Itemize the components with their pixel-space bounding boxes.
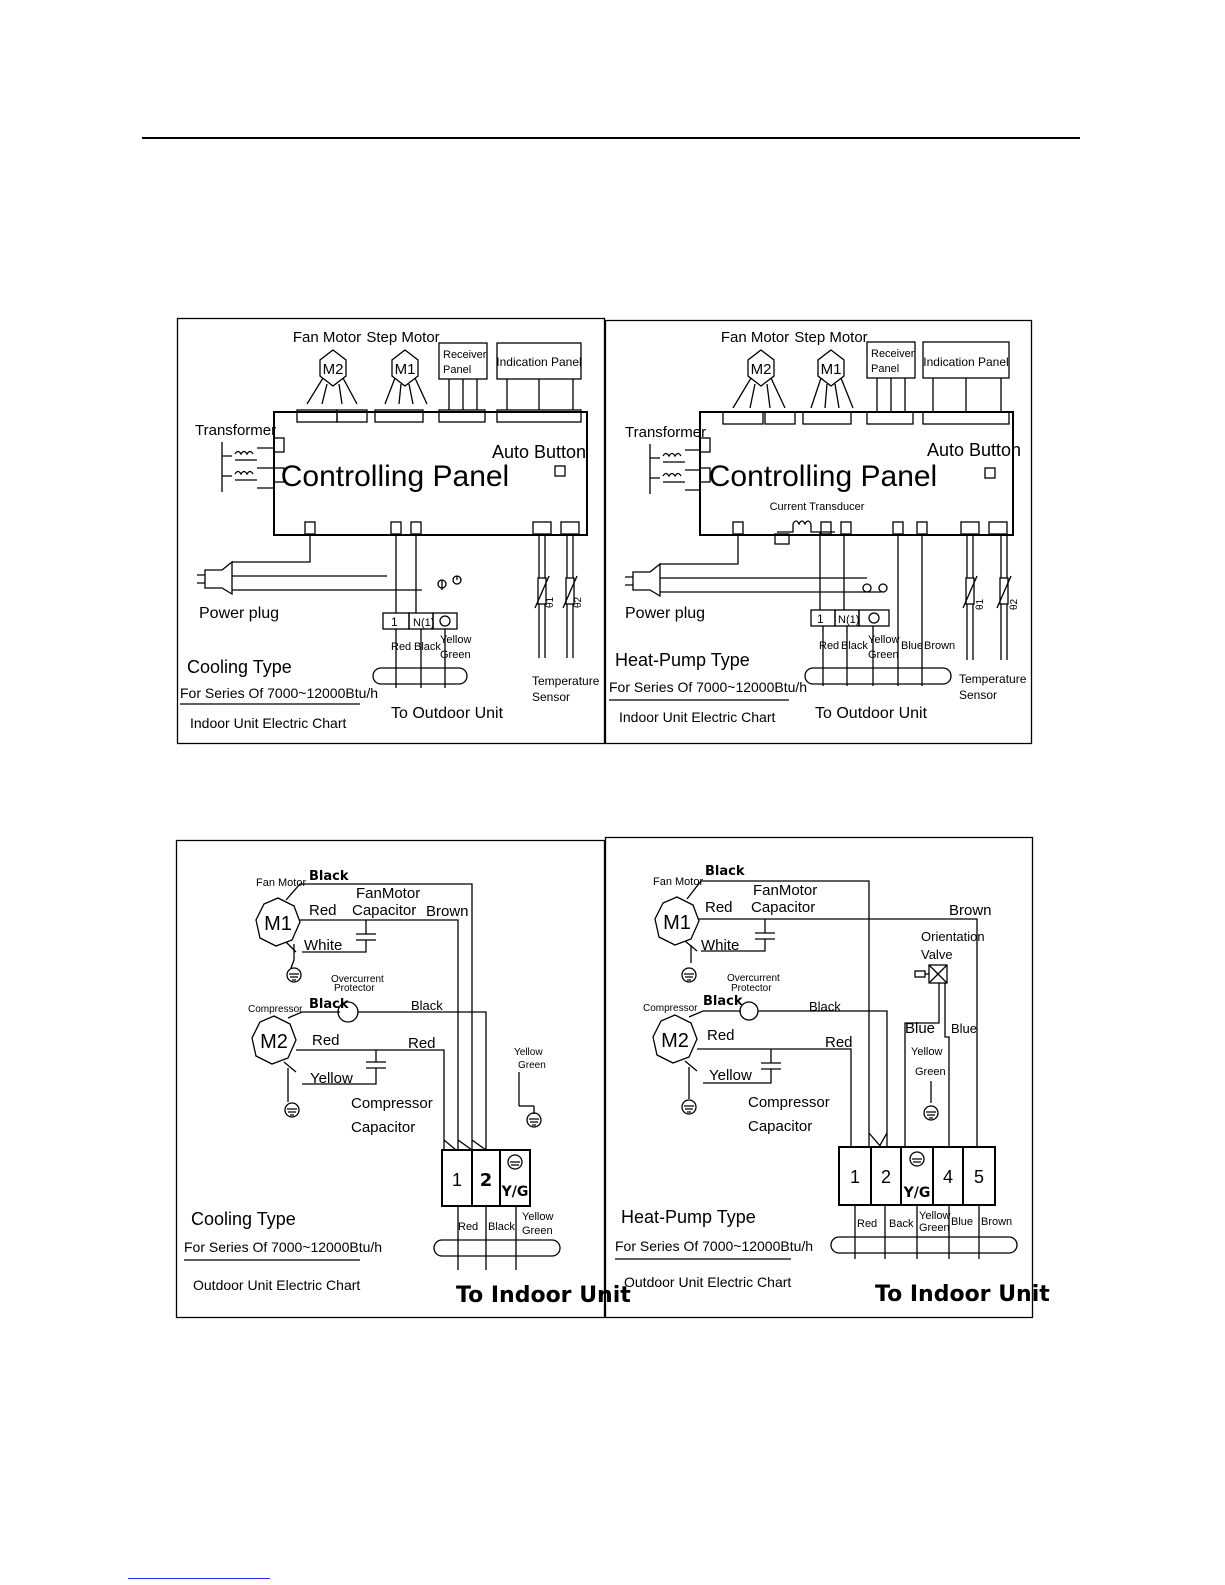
m2-label: M2 (260, 1031, 288, 1053)
auto-button-label: Auto Button (927, 440, 1022, 460)
compressor-label: Compressor (248, 1004, 303, 1015)
fanmotor-cap-line1: FanMotor (753, 882, 818, 899)
bottom-wire-green: Green (919, 1222, 950, 1234)
wire-yellow: Yellow (868, 634, 900, 646)
bottom-wire-brown: Brown (981, 1216, 1013, 1228)
m1-label: M1 (820, 361, 842, 378)
red-label-1: Red (705, 899, 733, 916)
wire-green: Green (868, 649, 899, 661)
header-rule (142, 137, 1080, 139)
transformer-label: Transformer (625, 424, 707, 441)
wire-black: Black (414, 641, 441, 653)
step-motor-label: Step Motor (366, 329, 440, 346)
yellow-green-line2: Green (915, 1066, 946, 1078)
temp-sensor-line2: Sensor (532, 690, 571, 704)
orientation-line1: Orientation (921, 929, 985, 944)
chart-label: Outdoor Unit Electric Chart (193, 1277, 361, 1293)
terminal-4: 4 (942, 1167, 954, 1187)
blue-label-1: Blue (905, 1020, 936, 1037)
indication-panel-label: Indication Panel (923, 355, 1009, 369)
terminal-2: 2 (479, 1170, 493, 1191)
black-label-1: Black (705, 864, 745, 879)
indoor-cooling-diagram (177, 318, 605, 744)
chart-label: Indoor Unit Electric Chart (619, 709, 776, 725)
type-label: Cooling Type (191, 1209, 296, 1229)
black-label-2: Black (309, 997, 349, 1012)
bottom-wire-back: Back (889, 1218, 914, 1230)
terminal-yg: Y/G (903, 1185, 931, 1201)
yellow-label: Yellow (709, 1067, 752, 1084)
to-indoor-unit: To Indoor Unit (875, 1282, 1050, 1307)
temp-sensor-line1: Temperature (532, 674, 600, 688)
auto-button-label: Auto Button (492, 442, 587, 462)
receiver-panel-line1: Receiver (871, 348, 915, 360)
bottom-wire-green: Green (522, 1225, 553, 1237)
wire-red: Red (391, 641, 412, 653)
outdoor-cooling-diagram (176, 840, 631, 1318)
red-label-2: Red (707, 1027, 735, 1044)
wire-green: Green (440, 649, 471, 661)
to-outdoor-unit: To Outdoor Unit (815, 705, 928, 722)
m2-label: M2 (661, 1030, 689, 1052)
temp-sensor-line2: Sensor (959, 688, 998, 702)
wire-black: Black (841, 640, 868, 652)
terminal-5: 5 (973, 1167, 985, 1187)
fanmotor-cap-line1: FanMotor (356, 885, 421, 902)
compressor-label: Compressor (643, 1003, 698, 1014)
to-indoor-unit: To Indoor Unit (456, 1283, 631, 1308)
sensor-1: θ1 (545, 596, 556, 608)
bottom-wire-red: Red (458, 1221, 479, 1233)
terminal-2: 2 (880, 1167, 892, 1187)
wire-blue: Blue (901, 640, 924, 652)
fan-motor-label: Fan Motor (720, 329, 790, 346)
to-outdoor-unit: To Outdoor Unit (391, 705, 504, 722)
transformer-label: Transformer (195, 422, 277, 439)
indication-panel-label: Indication Panel (496, 355, 582, 369)
black-label-2: Black (703, 994, 743, 1009)
black-label-1: Black (309, 869, 349, 884)
step-motor-label: Step Motor (794, 329, 868, 346)
fanmotor-cap-line2: Capacitor (352, 902, 417, 919)
m1-label: M1 (264, 913, 292, 935)
m2-label: M2 (322, 361, 344, 378)
sensor-1: θ1 (975, 598, 986, 610)
wire-red: Red (819, 640, 840, 652)
bottom-wire-blue: Blue (951, 1216, 974, 1228)
footer-link-underline (128, 1578, 270, 1579)
comp-cap-line1: Compressor (748, 1094, 830, 1111)
terminal-n: N(1) (413, 617, 435, 629)
chart-label: Indoor Unit Electric Chart (190, 715, 347, 731)
sensor-2: θ2 (1009, 598, 1020, 610)
orientation-line2: Valve (921, 947, 953, 962)
type-label: Heat-Pump Type (615, 650, 750, 670)
receiver-panel-line2: Panel (443, 364, 472, 376)
terminal-yg: Y/G (501, 1184, 529, 1200)
type-label: Heat-Pump Type (621, 1207, 756, 1227)
red-label-1: Red (309, 902, 337, 919)
series-label: For Series Of 7000~12000Btu/h (609, 679, 808, 695)
comp-cap-line1: Compressor (351, 1095, 433, 1112)
bottom-wire-red: Red (857, 1218, 878, 1230)
yellow-label: Yellow (310, 1070, 353, 1087)
controlling-panel-label: Controlling Panel (280, 460, 510, 493)
power-plug-label: Power plug (625, 605, 706, 622)
black-label-3: Black (411, 998, 443, 1013)
receiver-panel-line2: Panel (871, 363, 900, 375)
black-label-3: Black (809, 999, 841, 1014)
terminal-1: 1 (391, 615, 398, 629)
fan-motor-label: Fan Motor (292, 329, 362, 346)
comp-cap-line2: Capacitor (351, 1119, 416, 1136)
m2-label: M2 (750, 361, 772, 378)
red-label-2: Red (312, 1032, 340, 1049)
m1-label: M1 (394, 361, 416, 378)
terminal-1: 1 (817, 612, 824, 626)
temp-sensor-line1: Temperature (959, 672, 1027, 686)
power-plug-label: Power plug (199, 605, 280, 622)
yellow-green-line1: Yellow (514, 1047, 543, 1058)
outdoor-heatpump-diagram (605, 837, 1050, 1318)
yellow-green-line2: Green (518, 1060, 546, 1071)
comp-cap-line2: Capacitor (748, 1118, 813, 1135)
fan-motor-label: Fan Motor (256, 877, 307, 889)
series-label: For Series Of 7000~12000Btu/h (180, 685, 379, 701)
fan-motor-label: Fan Motor (653, 876, 704, 888)
bottom-wire-black: Black (488, 1221, 515, 1233)
white-label: White (701, 937, 740, 954)
wire-yellow: Yellow (440, 634, 472, 646)
red-label-3: Red (825, 1034, 853, 1051)
sensor-2: θ2 (573, 596, 584, 608)
fanmotor-cap-line2: Capacitor (751, 899, 816, 916)
series-label: For Series Of 7000~12000Btu/h (184, 1239, 383, 1255)
receiver-panel-line1: Receiver (443, 349, 487, 361)
brown-label: Brown (949, 902, 992, 919)
bottom-wire-yellow: Yellow (522, 1211, 554, 1223)
yellow-green-line1: Yellow (911, 1046, 943, 1058)
overcurrent-line1: Overcurrent (727, 973, 780, 984)
terminal-1: 1 (451, 1170, 463, 1190)
terminal-1: 1 (849, 1167, 861, 1187)
controlling-panel-label: Controlling Panel (708, 460, 938, 493)
white-label: White (304, 937, 343, 954)
overcurrent-line2: Protector (731, 983, 772, 994)
series-label: For Series Of 7000~12000Btu/h (615, 1238, 814, 1254)
wire-brown: Brown (924, 640, 956, 652)
m1-label: M1 (663, 912, 691, 934)
type-label: Cooling Type (187, 657, 292, 677)
bottom-wire-yellow: Yellow (919, 1210, 951, 1222)
terminal-n: N(1) (838, 614, 860, 626)
chart-label: Outdoor Unit Electric Chart (624, 1274, 792, 1290)
blue-label-2: Blue (951, 1021, 978, 1036)
overcurrent-line1: Overcurrent (331, 974, 384, 985)
current-transducer-label: Current Transducer (769, 501, 865, 513)
indoor-heatpump-diagram (605, 320, 1032, 744)
overcurrent-line2: Protector (334, 983, 375, 994)
brown-label: Brown (426, 903, 469, 920)
red-label-3: Red (408, 1035, 436, 1052)
